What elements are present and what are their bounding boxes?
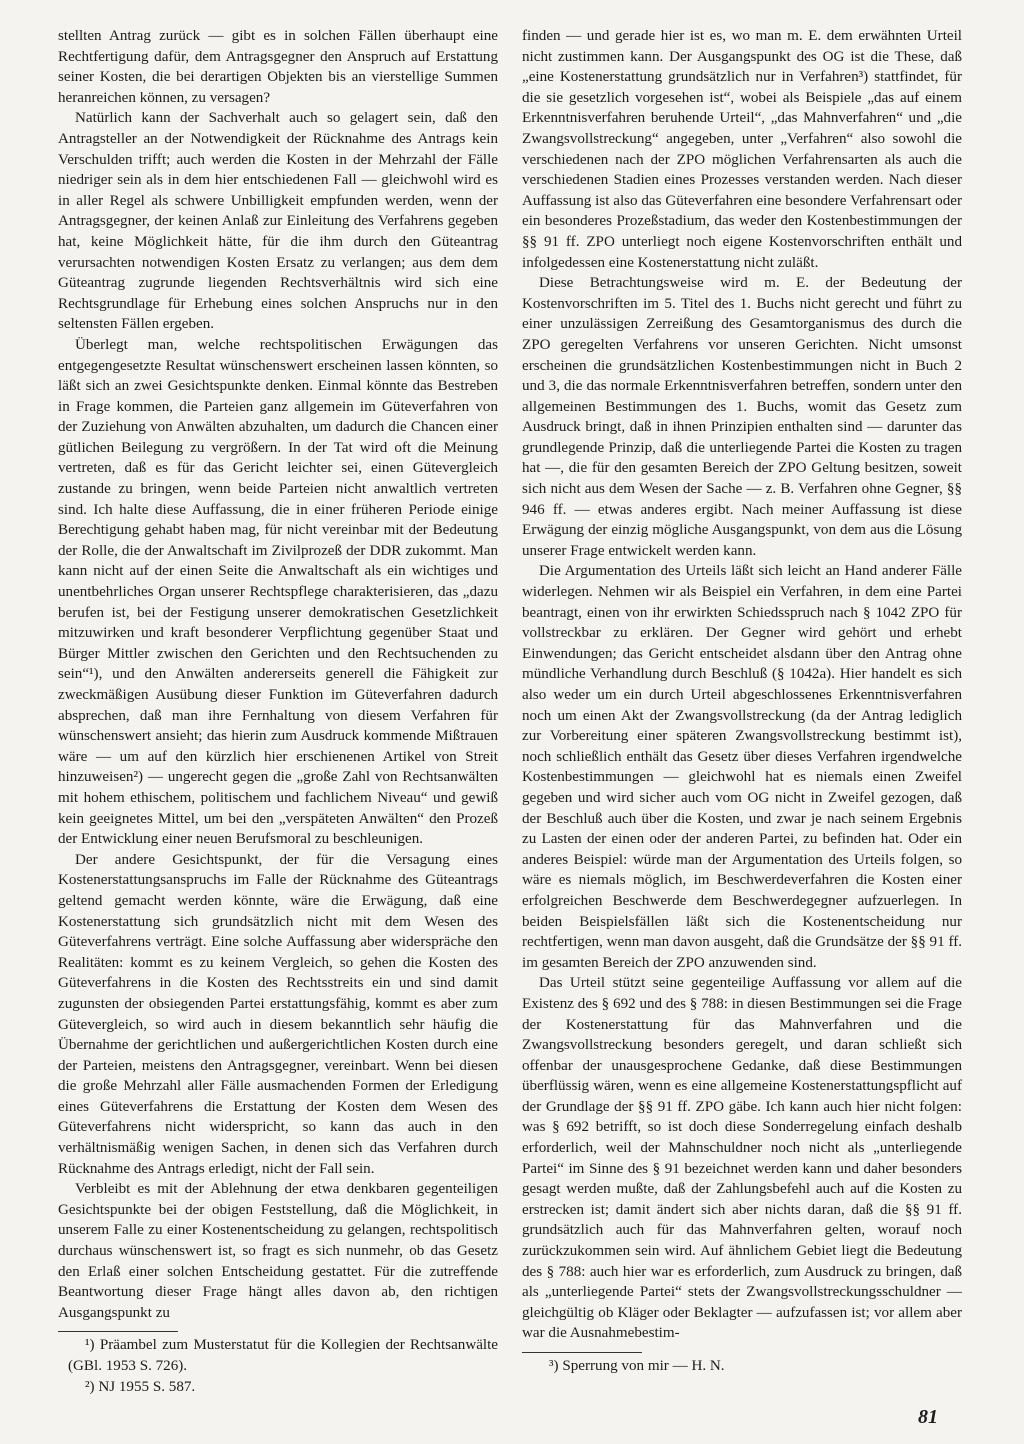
- paragraph: Die Argumentation des Urteils läßt sich leicht an Hand anderer Fälle widerlegen. Nehmen wir als Beispiel ein Verfahren, in dem eine Partei beantragt, einen von ihr erwirkten Schiedsspruch nach § 1042 ZPO für vollstreckbar zu erklären. Der Gegner wird gehört und erhebt Einwendungen; das Gericht entscheidet alsdann über den Antrag ohne mündliche Verhandlung durch Beschluß (§ 1042a). Hier handelt es sich also weder um ein durch Urteil abgeschlossenes Erkenntnisverfahren noch um einen Akt der Zwangsvollstreckung (da der Antrag lediglich zur Vorbereitung einer späteren Zwangsvollstreckung bestimmt ist), noch schließlich enthält das Gesetz über dieses Verfahren irgendwelche Kostenbestimmungen — gleichwohl hat es niemals einen Zweifel gegeben und wird sicher auch vom OG nicht in Zweifel gezogen, daß der Beschluß auch über die Kosten, und zwar je nach seinem Ergebnis zu Lasten der einen oder der anderen Partei, zu befinden hat. Oder ein anderes Beispiel: würde man der Argumentation des Urteils folgen, so wäre es niemals möglich, im Beschwerdeverfahren die Kosten einer erfolgreichen Beschwerde dem Beschwerdegegner aufzuerlegen. In beiden Beispielsfällen läßt sich die Kostenentscheidung nur rechtfertigen, wenn man davon ausgeht, daß die Grundsätze der §§ 91 ff. im gesamten Bereich der ZPO anzuwenden sind.: [522, 563, 962, 971]
- paragraph: Verbleibt es mit der Ablehnung der etwa denkbaren gegenteiligen Gesichtspunkte bei der obigen Feststellung, daß die Möglichkeit, in unserem Falle zu einer Kostenentscheidung zu gelangen, rechtspolitisch durchaus wünschenswert ist, so fragt es sich nunmehr, ob das Gesetz den Erlaß einer solchen Entscheidung gestattet. Für die zutreffende Beantwortung dieser Frage hängt alles davon ab, den richtigen Ausgangspunkt zu: [58, 1181, 498, 1321]
- paragraph: Der andere Gesichtspunkt, der für die Versagung eines Kostenerstattungsanspruchs im Falle der Rücknahme des Güteantrags geltend gemacht werden könnte, wäre die Erwägung, daß eine Kostenerstattung sich grundsätzlich nicht mit dem Wesen des Güteverfahrens verträgt. Eine solche Auffassung aber widerspräche den Realitäten: kommt es zu keinem Vergleich, so gehen die Kosten des Güteverfahrens in die Kosten des Rechtsstreits ein und sind damit zugunsten der obsiegenden Partei erstattungsfähig, kommt es aber zum Gütevergleich, so wird auch in diesem bekanntlich sehr häufig die Übernahme der gerichtlichen und außergerichtlichen Kosten durch eine der Parteien, meistens den Antragsgegner, vereinbart. Wenn bei diesen die große Mehrzahl aller Fälle ausmachenden Formen der Erledigung eines Güteverfahrens die Erstattung der Kosten dem Wesen des Güteverfahrens nicht widerspricht, so kann das auch in den verhältnismäßig wenigen Sachen, in denen sich das Verfahren durch Rücknahme des Antrags erledigt, nicht der Fall sein.: [58, 851, 498, 1177]
- footnote: ²) NJ 1955 S. 587.: [85, 1378, 196, 1395]
- left-column: [58, 26, 498, 1397]
- paragraph: Überlegt man, welche rechtspolitischen Erwägungen das entgegengesetzte Resultat wünschenswert erscheinen lassen könnten, so läßt sich an zwei Gesichtspunkte denken. Einmal könnte das Bestreben in Frage kommen, die Parteien ganz allgemein im Güteverfahren von der Zuziehung von Anwälten abzuhalten, um dadurch die Chancen einer gütlichen Beilegung zu vergrößern. In der Tat wird oft die Meinung vertreten, daß es für das Gericht leichter sei, einen Gütevergleich zustande zu bringen, wenn beide Parteien nicht anwaltlich vertreten sind. Ich halte diese Auffassung, die in einer früheren Periode einige Berechtigung gehabt haben mag, für nicht vereinbar mit der Bedeutung der Rolle, die der Anwaltschaft im Zivilprozeß der DDR zukommt. Man kann nicht auf der einen Seite die Anwaltschaft als ein wichtiges und unentbehrliches Organ unserer Rechtspflege charakterisieren, das „dazu berufen ist, bei der Festigung unserer demokratischen Gesetzlichkeit mitzuwirken und kraft besonderer Verpflichtung gegenüber Staat und Bürger Mittler zwischen den Gerichten und den Rechtsuchenden zu sein“¹), und den Anwälten andererseits generell die Fähigkeit zur zweckmäßigen Ausübung dieser Funktion im Güteverfahren dadurch absprechen, daß man ihre Fernhaltung von diesem Verfahren für wünschenswert ansieht; das hierin zum Ausdruck kommende Mißtrauen wäre — um auf den kürzlich hier erschienenen Artikel von Streit hinzuweisen²) — ungerecht gegen die „große Zahl von Rechtsanwälten mit hohem ethischem, politischem und fachlichem Niveau“ und gewiß kein geeignetes Mittel, um bei den „verspäteten Anwälten“ den Prozeß der Entwicklung einer neuen Berufsmoral zu beschleunigen.: [58, 336, 498, 848]
- paragraph: Diese Betrachtungsweise wird m. E. der Bedeutung der Kostenvorschriften im 5. Titel des 1. Buchs nicht gerecht und führt zu einer unzulässigen Zerreißung des Gesamtorganismus des durch die ZPO geregelten Verfahrens vor unseren Gerichten. Nicht umsonst erscheinen die grundsätzlichen Kostenbestimmungen nicht in Buch 2 und 3, die das normale Erkenntnisverfahren betreffen, sondern unter den allgemeinen Bestimmungen des 1. Buchs, womit das Gesetz zum Ausdruck bringt, daß in ihnen Prinzipien enthalten sind — darunter das grundlegende Prinzip, daß die unterliegende Partei die Kosten zu tragen hat —, die für den gesamten Bereich der ZPO Geltung besitzen, soweit sich nicht aus dem Wesen der Sache — z. B. Verfahren ohne Gegner, §§ 946 ff. — etwas anderes ergibt. Nach meiner Auffassung ist diese Erwägung der einzig mögliche Ausgangspunkt, von dem aus die Lösung unserer Frage entwickelt werden kann.: [522, 275, 962, 559]
- footnote-divider: [58, 1331, 178, 1332]
- footnote: ³) Sperrung von mir — H. N.: [549, 1358, 725, 1374]
- paragraph: Natürlich kann der Sachverhalt auch so gelagert sein, daß den Antragsteller an der Notwendigkeit der Rücknahme des Antrags kein Verschulden trifft; auch werden die Kosten in der Mehrzahl der Fälle niedriger sein als in dem hier entschiedenen Fall — gleichwohl wird es in aller Regel als schwere Unbilligkeit empfunden werden, wenn der Antragsgegner, der keinen Anlaß zur Einleitung des Verfahrens gegeben hat, keine Möglichkeit hätte, für die ihm durch den Güteantrag verursachten notwendigen Kosten Ersatz zu verlangen; aus dem dem Güteantrag zugrunde liegenden Rechtsverhältnis wird sich eine Rechtsgrundlage für Erhebung eines solchen Anspruchs nur in den seltensten Fällen ergeben.: [58, 110, 498, 333]
- paragraph: stellten Antrag zurück — gibt es in solchen Fällen überhaupt eine Rechtfertigung dafür, dem Antragsgegner den Anspruch auf Erstattung seiner Kosten, die bei derartigen Objekten bis an vierstellige Summen heranreichen können, zu versagen?: [58, 28, 498, 106]
- paragraph: finden — und gerade hier ist es, wo man m. E. dem erwähnten Urteil nicht zustimmen kann. Der Ausgangspunkt des OG ist die These, daß „eine Kostenerstattung grundsätzlich nur in Verfahren³) stattfindet, für die sie gesetzlich vorgesehen ist“, wobei als Beispiele „das auf einem Erkenntnisverfahren beruhende Urteil“, „das Mahnverfahren“ und „die Zwangsvollstreckung“ angegeben, unter „Verfahren“ also sowohl die verschiedenen nach der ZPO möglichen Verfahrensarten als auch die verschiedenen Stadien eines Prozesses verstanden werden. Nach dieser Auffassung ist also das Güteverfahren eine besondere Verfahrensart oder ein besonderes Prozeßstadium, das weder den Kostenbestimmungen der §§ 91 ff. ZPO unterliegt noch eigene Kostenvorschriften enthält und infolgedessen eine Kostenerstattung nicht zuläßt.: [522, 28, 962, 271]
- footnote-divider: [522, 1352, 642, 1353]
- right-column: [522, 26, 962, 1377]
- paragraph: Das Urteil stützt seine gegenteilige Auffassung vor allem auf die Existenz des § 692 und des § 788: in diesen Bestimmungen sei die Frage der Kostenerstattung für das Mahnverfahren und die Zwangsvollstreckung besonders geregelt, und daran schließt sich offenbar der unausgesprochene Gedanke, daß diese Bestimmungen überflüssig wären, wenn es eine allgemeine Kostenerstattungspflicht auf der Grundlage der §§ 91 ff. ZPO gäbe. Ich kann auch hier nicht folgen: was § 692 betrifft, so ist doch diese Sonderregelung einfach deshalb erforderlich, weil der Mahnschuldner noch nicht als „unterliegende Partei“ im Sinne des § 91 bezeichnet werden kann und daher besonders gesagt werden mußte, daß der Zahlungsbefehl auch auf die Kosten zu erstrecken ist; damit ändert sich aber nichts daran, daß die §§ 91 ff. grundsätzlich auch für das Mahnverfahren gelten, worauf noch zurückzukommen sein wird. Auf ähnlichem Gebiet liegt die Bedeutung des § 788: auch hier war es erforderlich, zum Ausdruck zu bringen, daß als „unterliegende Partei“ stets der Zwangsvollstreckungsschuldner — gleichgültig ob Kläger oder Beklagter — aufzufassen ist; vor allem aber war die Ausnahmebestim-: [522, 975, 962, 1342]
- page-number: 81: [918, 1406, 938, 1428]
- footnote: ¹) Präambel zum Musterstatut für die Kollegien der Rechtsanwälte (GBl. 1953 S. 726).: [68, 1337, 498, 1374]
